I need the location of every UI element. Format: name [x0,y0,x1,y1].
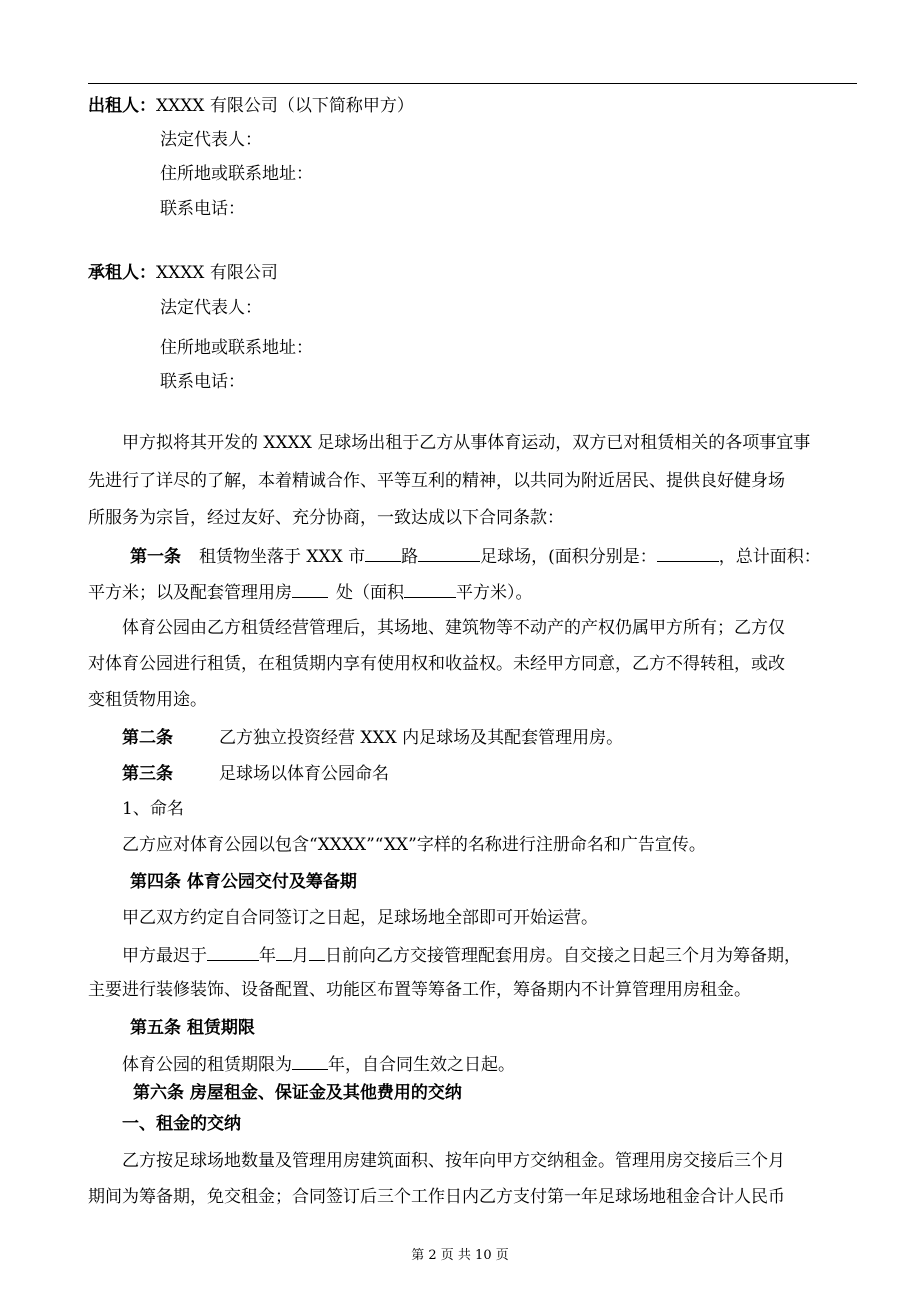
art1-line-2 [88,580,533,604]
lessee-rep: 法定代表人： [160,298,262,318]
art5-line [122,1052,515,1076]
art1-line-1 [130,544,821,568]
art2-title: 第二条 [122,728,173,748]
art6-title: 第六条 房屋租金、保证金及其他费用的交纳 [133,1083,462,1103]
art2-line [122,727,623,749]
art4-text-b: 年 [259,946,276,966]
art6-line-1: 乙方按足球场地数量及管理用房建筑面积、按年向甲方交纳租金。管理用房交接后三个月 [122,1151,785,1171]
art3-line [122,763,389,785]
lessor-rep: 法定代表人： [160,130,262,150]
art4-text-c: 月 [292,946,309,966]
art4-text-d: 日前向乙方交接管理配套用房。自交接之日起三个月为筹备期， [325,946,801,966]
art5-text-b: 年，自合同生效之日起。 [328,1055,515,1075]
art1-text-a: 租赁物坐落于 XXX 市 [199,547,366,567]
intro-line-2: 先进行了详尽的了解，本着精诚合作、平等互利的精神，以共同为附近居民、提供良好健身场 [88,471,785,491]
art1-text-e: 平方米；以及配套管理用房 [88,583,292,603]
lessor-name: XXXX 有限公司（以下简称甲方） [156,96,414,116]
art1-line-4: 对体育公园进行租赁，在租赁期内享有使用权和收益权。未经甲方同意，乙方不得转租，或改 [88,654,785,674]
art1-text-b: 路 [401,547,419,567]
blank-month [276,943,292,961]
lessee-label: 承租人： [88,263,156,283]
header-rule [88,83,857,84]
art5-title: 第五条 租赁期限 [130,1018,255,1038]
art6-sub: 一、租金的交纳 [122,1114,241,1134]
art5-text-a: 体育公园的租赁期限为 [122,1055,292,1075]
art3-title: 第三条 [122,764,173,784]
art4-text-a: 甲方最迟于 [122,946,207,966]
art2-text: 乙方独立投资经营 XXX 内足球场及其配套管理用房。 [219,728,624,748]
intro-line-3: 所服务为宗旨，经过友好、充分协商，一致达成以下合同条款： [88,508,564,528]
art4-title: 第四条 体育公园交付及筹备期 [130,872,357,892]
intro-line-1: 甲方拟将其开发的 XXXX 足球场出租于乙方从事体育运动，双方已对租赁相关的各项事宜事 [122,433,811,453]
blank-room-area [404,580,456,598]
art1-line-3: 体育公园由乙方租赁经营管理后，其场地、建筑物等不动产的产权仍属甲方所有；乙方仅 [122,618,785,638]
blank-area [657,544,719,562]
art3-body: 乙方应对体育公园以包含“XXXX”“XX”字样的名称进行注册命名和广告宣传。 [122,835,706,855]
art3-sub: 1、命名 [122,799,184,819]
art4-line-2 [122,943,801,967]
blank-rooms [292,580,328,598]
blank-day [309,943,325,961]
art1-title: 第一条 [130,547,181,567]
blank-year [207,943,259,961]
lessee-name: XXXX 有限公司 [156,263,278,283]
lessee-phone: 联系电话： [160,372,245,392]
lessor-label: 出租人： [88,96,156,116]
lessor-line [88,95,414,117]
art1-line-5: 变租赁物用途。 [88,690,207,710]
art4-line-1: 甲乙双方约定自合同签订之日起，足球场地全部即可开始运营。 [122,908,598,928]
art1-text-g: 平方米）。 [456,583,533,603]
art1-text-d: ，总计面积： [718,547,821,567]
page-footer: 第 2 页 共 10 页 [411,1248,509,1263]
lessee-address: 住所地或联系地址： [160,338,313,358]
art1-text-f: 处（面积 [336,583,404,603]
blank-field [418,544,480,562]
lessor-phone: 联系电话： [160,199,245,219]
blank-road [365,544,401,562]
art4-line-3: 主要进行装修装饰、设备配置、功能区布置等筹备工作，筹备期内不计算管理用房租金。 [88,980,751,1000]
blank-term [292,1052,328,1070]
lessee-line [88,262,278,284]
lessor-address: 住所地或联系地址： [160,164,313,184]
art6-line-2: 期间为筹备期，免交租金；合同签订后三个工作日内乙方支付第一年足球场地租金合计人民币 [88,1187,785,1207]
art1-text-c: 足球场，(面积分别是： [480,547,657,567]
art3-text: 足球场以体育公园命名 [219,764,389,784]
